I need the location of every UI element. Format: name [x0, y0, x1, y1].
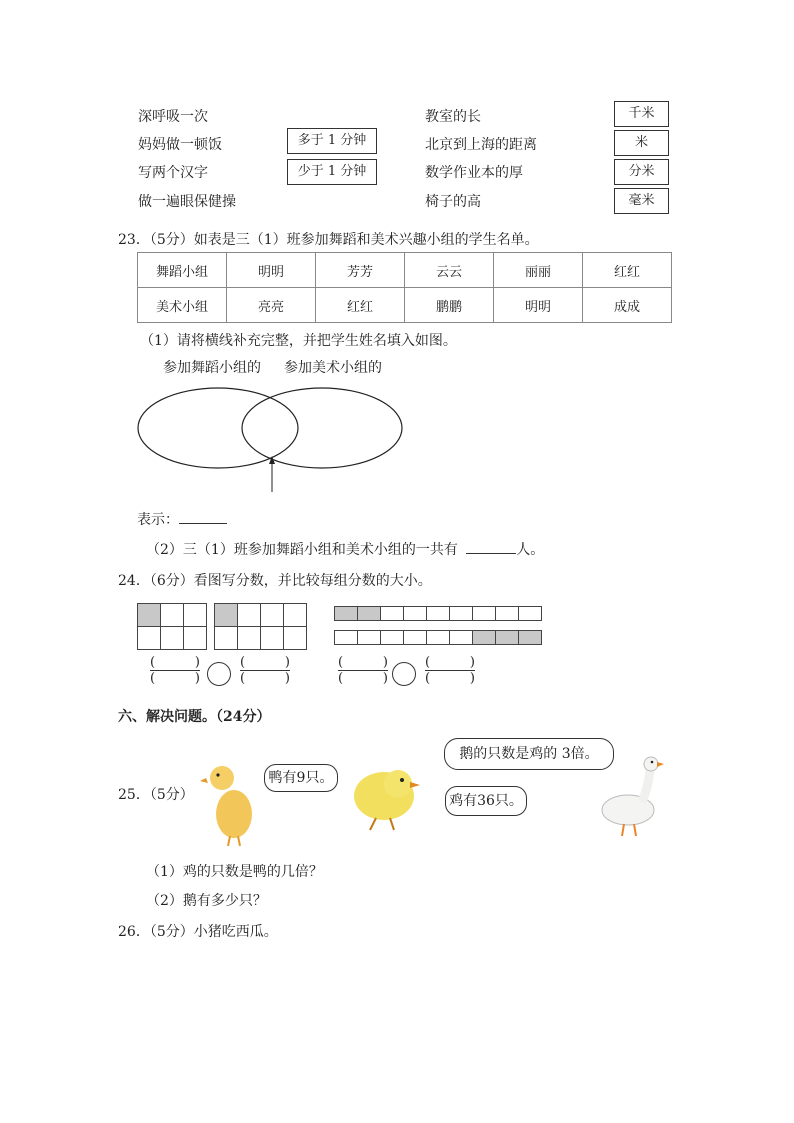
duck-speech-bubble: 鸭有9只。	[264, 764, 338, 792]
table-cell: 丽丽	[494, 253, 583, 288]
fraction-answer[interactable]: ( ) ( )	[338, 655, 388, 686]
q24-title: 24．（6分）看图写分数，并比较每组分数的大小。	[118, 573, 432, 589]
duckling-image	[198, 760, 260, 848]
table-cell: 明明	[227, 253, 316, 288]
table-cell: 成成	[583, 288, 672, 323]
compare-circle[interactable]	[392, 662, 416, 686]
fraction-grid-a	[137, 603, 207, 650]
group-table	[137, 252, 672, 323]
q23-sub2	[146, 539, 544, 559]
table-cell: 亮亮	[227, 288, 316, 323]
table-cell: 鹏鹏	[405, 288, 494, 323]
activity-item: 深呼吸一次	[138, 109, 208, 125]
represent-label: 表示：	[137, 512, 179, 528]
unit-box: 千米	[614, 101, 669, 127]
table-cell: 舞蹈小组	[138, 253, 227, 288]
table-cell: 云云	[405, 253, 494, 288]
compare-circle[interactable]	[207, 662, 231, 686]
q23-sub1: （1）请将横线补充完整，并把学生姓名填入如图。	[140, 333, 457, 349]
represent-line	[137, 509, 227, 529]
section-title: 六、解决问题。（24分）	[118, 709, 271, 725]
goose-image	[598, 752, 664, 840]
chick-speech-bubble: 鸡有36只。	[445, 786, 527, 816]
time-option-box: 多于 1 分钟	[287, 128, 377, 154]
table-row	[138, 288, 672, 323]
q26-label: 26．（5分）小猪吃西瓜。	[118, 924, 278, 940]
activity-item: 写两个汉字	[138, 165, 208, 181]
unit-box: 毫米	[614, 188, 669, 214]
fraction-answer[interactable]: ( ) ( )	[240, 655, 290, 686]
activity-item: 妈妈做一顿饭	[138, 137, 222, 153]
q25-sub1: （1）鸡的只数是鸭的几倍？	[146, 864, 323, 880]
table-cell: 红红	[316, 288, 405, 323]
q23-sub2-unit: 人。	[516, 542, 545, 558]
fraction-grid-b	[214, 603, 307, 650]
activity-item: 做一遍眼保健操	[138, 194, 236, 210]
table-cell: 美术小组	[138, 288, 227, 323]
length-item: 北京到上海的距离	[425, 137, 537, 153]
q23-title: 23．（5分）如表是三（1）班参加舞蹈和美术兴趣小组的学生名单。	[118, 232, 539, 248]
table-cell: 芳芳	[316, 253, 405, 288]
fraction-answer[interactable]: ( ) ( )	[425, 655, 475, 686]
fraction-strip-b	[334, 630, 542, 645]
venn-right-label: 参加美术小组的	[284, 360, 382, 376]
unit-box: 分米	[614, 159, 669, 185]
length-item: 数学作业本的厚	[425, 165, 523, 181]
fraction-strip-a	[334, 606, 542, 621]
total-blank[interactable]	[466, 553, 516, 554]
venn-left-label: 参加舞蹈小组的	[163, 360, 261, 376]
q25-sub2: （2）鹅有多少只？	[146, 893, 267, 909]
time-option-box: 少于 1 分钟	[287, 159, 377, 185]
length-item: 教室的长	[425, 109, 481, 125]
q23-sub2-text: （2）三（1）班参加舞蹈小组和美术小组的一共有	[146, 542, 458, 558]
represent-blank[interactable]	[179, 523, 227, 524]
venn-art-ellipse	[242, 388, 402, 468]
table-cell: 红红	[583, 253, 672, 288]
table-row	[138, 253, 672, 288]
venn-dance-ellipse	[138, 388, 298, 468]
table-cell: 明明	[494, 288, 583, 323]
venn-diagram	[130, 378, 410, 496]
goose-speech-bubble: 鹅的只数是鸡的 3倍。	[444, 738, 614, 770]
unit-box: 米	[614, 130, 669, 156]
chick-image	[346, 760, 424, 832]
fraction-answer[interactable]: ( ) ( )	[150, 655, 200, 686]
length-item: 椅子的高	[425, 194, 481, 210]
q25-label: 25．（5分）	[118, 787, 194, 803]
